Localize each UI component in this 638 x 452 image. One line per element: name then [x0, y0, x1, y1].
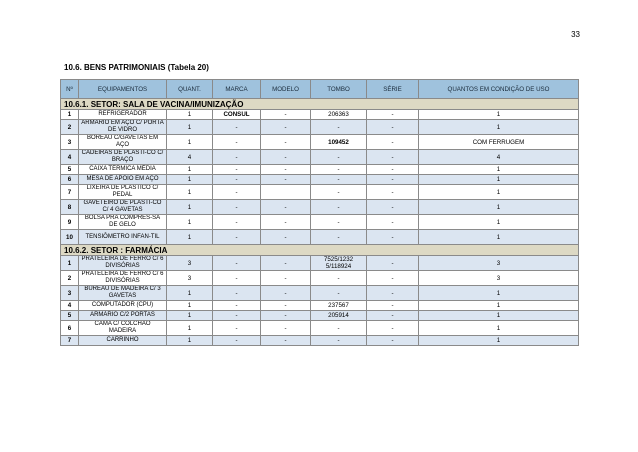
table-cell: 4: [419, 150, 579, 165]
table-cell: -: [367, 271, 419, 286]
table-cell: -: [213, 311, 261, 321]
table-cell: -: [213, 165, 261, 175]
table-cell: -: [311, 286, 367, 301]
table-cell: -: [213, 271, 261, 286]
table-cell: PRATELEIRA DE FERRO C/ 6 DIVISÓRIAS: [79, 256, 167, 271]
table-cell: -: [311, 321, 367, 336]
table-cell: -: [261, 175, 311, 185]
table-cell: [261, 185, 311, 200]
table-cell: -: [367, 150, 419, 165]
table-row: [61, 135, 579, 150]
setor-row: [61, 245, 579, 256]
table-cell: 7: [61, 336, 79, 346]
table-cell: 206363: [311, 110, 367, 120]
table-row: [61, 175, 579, 185]
table-cell: 3: [419, 256, 579, 271]
table-cell: -: [367, 301, 419, 311]
table-row: [61, 150, 579, 165]
table-row: [61, 165, 579, 175]
table-cell: -: [213, 321, 261, 336]
table-cell: 4: [61, 150, 79, 165]
table-cell: 1: [167, 336, 213, 346]
table-cell: -: [367, 120, 419, 135]
table-cell: -: [311, 200, 367, 215]
table-cell: 3: [61, 135, 79, 150]
table-body: [61, 99, 579, 346]
table-cell: -: [367, 215, 419, 230]
table-cell: -: [213, 230, 261, 245]
table-cell: MESA DE APOIO EM AÇO: [79, 175, 167, 185]
table-row: [61, 256, 579, 271]
table-cell: 1: [167, 165, 213, 175]
table-row: [61, 200, 579, 215]
table-cell: 1: [419, 311, 579, 321]
header-cell: QUANT.: [167, 80, 213, 99]
table-cell: TENSIÔMETRO INFAN-TIL: [79, 230, 167, 245]
table-cell: CONSUL: [213, 110, 261, 120]
table-cell: -: [213, 286, 261, 301]
table-cell: 1: [419, 286, 579, 301]
table-header: [61, 80, 579, 99]
table-cell: -: [367, 256, 419, 271]
table-cell: -: [367, 110, 419, 120]
table-row: [61, 230, 579, 245]
table-cell: 2: [61, 120, 79, 135]
table-row: [61, 286, 579, 301]
table-cell: -: [311, 230, 367, 245]
table-cell: -: [213, 135, 261, 150]
table-cell: BOLSA PRA COMPRES-SA DE GELO: [79, 215, 167, 230]
table-cell: 109452: [311, 135, 367, 150]
table-cell: -: [311, 165, 367, 175]
table-cell: -: [261, 321, 311, 336]
table-cell: -: [261, 230, 311, 245]
table-cell: -: [367, 336, 419, 346]
table-cell: -: [261, 110, 311, 120]
table-cell: -: [213, 256, 261, 271]
assets-table: [60, 79, 579, 346]
table-cell: -: [367, 311, 419, 321]
table-cell: -: [261, 135, 311, 150]
table-cell: -: [213, 215, 261, 230]
table-cell: 2: [61, 271, 79, 286]
table-cell: -: [311, 185, 367, 200]
table-cell: 1: [419, 110, 579, 120]
table-cell: 7: [61, 185, 79, 200]
table-cell: -: [213, 120, 261, 135]
header-cell: MODELO: [261, 80, 311, 99]
header-cell: SÉRIE: [367, 80, 419, 99]
table-row: [61, 311, 579, 321]
table-cell: -: [367, 135, 419, 150]
table-cell: -: [261, 311, 311, 321]
page-number: 33: [571, 30, 580, 39]
setor-title: 10.6.1. SETOR: SALA DE VACINA/IMUNIZAÇÃO: [61, 99, 579, 110]
table-cell: 1: [167, 110, 213, 120]
table-cell: -: [261, 286, 311, 301]
table-row: [61, 271, 579, 286]
table-cell: 3: [419, 271, 579, 286]
table-cell: 5: [61, 311, 79, 321]
table-cell: -: [213, 175, 261, 185]
table-cell: COM FERRUGEM: [419, 135, 579, 150]
table-cell: 4: [61, 301, 79, 311]
table-cell: 1: [167, 215, 213, 230]
table-cell: 1: [419, 120, 579, 135]
table-cell: 3: [167, 256, 213, 271]
table-cell: -: [367, 321, 419, 336]
table-cell: 205914: [311, 311, 367, 321]
table-cell: LIXEIRA DE PLÁSTICO C/ PEDAL: [79, 185, 167, 200]
table-cell: 1: [167, 185, 213, 200]
table-cell: 8: [61, 200, 79, 215]
table-cell: -: [367, 165, 419, 175]
table-cell: 1: [61, 256, 79, 271]
table-cell: 1: [419, 175, 579, 185]
table-row: [61, 301, 579, 311]
table-cell: 6: [61, 321, 79, 336]
table-cell: 7525/1232 5/118924: [311, 256, 367, 271]
table-cell: 5: [61, 165, 79, 175]
table-cell: -: [311, 271, 367, 286]
table-cell: BUREAU DE MADEIRA C/ 3 GAVETAS: [79, 286, 167, 301]
table-cell: -: [367, 185, 419, 200]
table-cell: ARMÁRIO EM AÇO C/ PORTA DE VIDRO: [79, 120, 167, 135]
table-cell: 237567: [311, 301, 367, 311]
table-cell: 10: [61, 230, 79, 245]
table-cell: -: [311, 215, 367, 230]
header-cell: MARCA: [213, 80, 261, 99]
table-cell: 1: [419, 165, 579, 175]
table-cell: -: [213, 200, 261, 215]
table-cell: 1: [167, 301, 213, 311]
table-cell: -: [367, 286, 419, 301]
table-cell: PRATELEIRA DE FERRO C/ 6 DIVISÓRIAS: [79, 271, 167, 286]
table-row: [61, 120, 579, 135]
table-cell: -: [261, 120, 311, 135]
table-cell: -: [367, 175, 419, 185]
table-cell: CARRINHO: [79, 336, 167, 346]
table-cell: REFRIGERADOR: [79, 110, 167, 120]
table-cell: 1: [419, 215, 579, 230]
table-cell: 9: [61, 215, 79, 230]
table-cell: -: [311, 336, 367, 346]
table-cell: -: [261, 150, 311, 165]
table-cell: 1: [419, 336, 579, 346]
section-title: 10.6. BENS PATRIMONIAIS (Tabela 20): [64, 63, 209, 72]
header-cell: QUANTOS EM CONDIÇÃO DE USO: [419, 80, 579, 99]
table-cell: -: [367, 200, 419, 215]
table-cell: -: [261, 301, 311, 311]
table-cell: 1: [167, 135, 213, 150]
table-cell: 1: [167, 200, 213, 215]
table-row: [61, 321, 579, 336]
table-cell: 1: [167, 286, 213, 301]
table-cell: 1: [167, 230, 213, 245]
table-cell: -: [213, 185, 261, 200]
table-row: [61, 185, 579, 200]
table-cell: -: [261, 336, 311, 346]
table-cell: CADEIRAS DE PLÁSTI-CO C/ BRAÇO: [79, 150, 167, 165]
table-row: [61, 110, 579, 120]
table-cell: 3: [61, 286, 79, 301]
table-row: [61, 336, 579, 346]
table-cell: GAVETEIRO DE PLÁSTI-CO C/ 4 GAVETAS: [79, 200, 167, 215]
table-cell: CAMA C/ COLCHÃO MADEIRA: [79, 321, 167, 336]
table-cell: COMPUTADOR (CPU): [79, 301, 167, 311]
table-row: [61, 215, 579, 230]
table-cell: 1: [167, 321, 213, 336]
setor-row: [61, 99, 579, 110]
table-cell: -: [213, 301, 261, 311]
table-cell: 1: [167, 175, 213, 185]
header-cell: TOMBO: [311, 80, 367, 99]
table-cell: -: [213, 336, 261, 346]
table-cell: 1: [419, 200, 579, 215]
table-cell: 3: [167, 271, 213, 286]
table-cell: -: [367, 230, 419, 245]
table-cell: 1: [419, 301, 579, 311]
table-cell: -: [261, 165, 311, 175]
table-cell: -: [311, 120, 367, 135]
header-cell: EQUIPAMENTOS: [79, 80, 167, 99]
table-cell: ARMÁRIO C/2 PORTAS: [79, 311, 167, 321]
table-cell: 1: [167, 120, 213, 135]
table-cell: -: [261, 200, 311, 215]
setor-title: 10.6.2. SETOR : FARMÁCIA: [61, 245, 579, 256]
table-cell: -: [261, 256, 311, 271]
table-cell: -: [261, 215, 311, 230]
table-cell: CAIXA TÉRMICA MÉDIA: [79, 165, 167, 175]
table-cell: -: [311, 175, 367, 185]
table-cell: 1: [61, 110, 79, 120]
table-cell: 1: [167, 311, 213, 321]
table-cell: -: [213, 150, 261, 165]
table-cell: -: [261, 271, 311, 286]
table-cell: 6: [61, 175, 79, 185]
table-cell: 1: [419, 321, 579, 336]
header-cell: Nº: [61, 80, 79, 99]
table-cell: 1: [419, 230, 579, 245]
table-cell: 4: [167, 150, 213, 165]
table-cell: -: [311, 150, 367, 165]
table-cell: 1: [419, 185, 579, 200]
table-cell: BOREAU C/GAVETAS EM AÇO: [79, 135, 167, 150]
